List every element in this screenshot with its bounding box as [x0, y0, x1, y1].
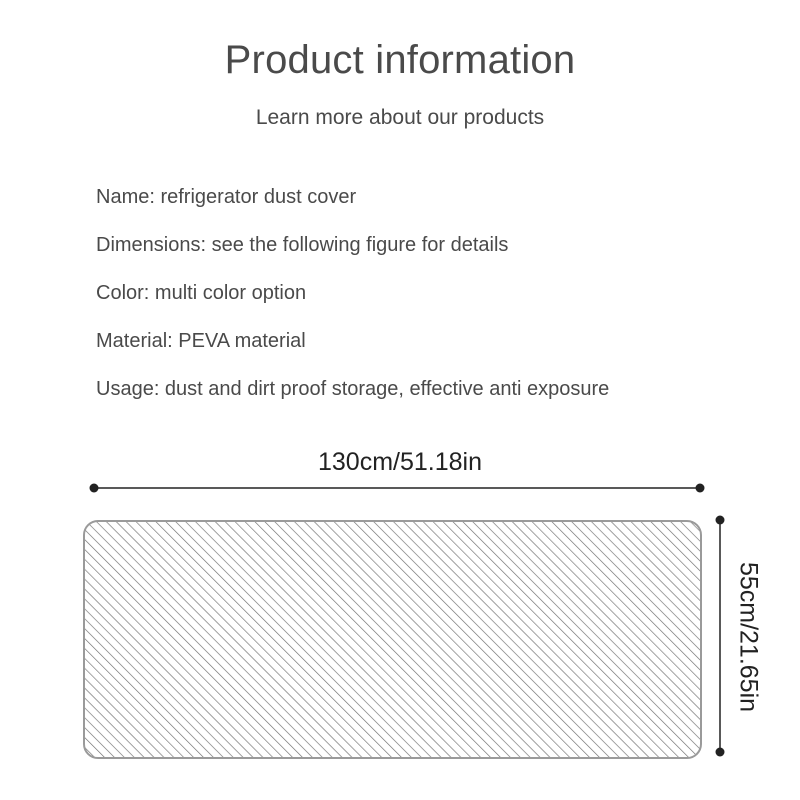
- width-dimension-label: 130cm/51.18in: [317, 448, 482, 476]
- spec-usage: Usage: dust and dirt proof storage, effective anti exposure: [96, 378, 610, 400]
- height-dimension-label: 55cm/21.65in: [734, 561, 763, 713]
- height-endpoint-bottom: [716, 748, 725, 757]
- spec-color: Color: multi color option: [96, 282, 307, 304]
- page-subtitle: Learn more about our products: [255, 106, 545, 129]
- height-endpoint-top: [716, 516, 725, 525]
- dust-cover-shape: [84, 521, 701, 758]
- spec-material: Material: PEVA material: [96, 330, 306, 352]
- width-endpoint-right: [696, 484, 705, 493]
- spec-dimensions: Dimensions: see the following figure for details: [96, 234, 509, 256]
- page-title: Product information: [224, 38, 576, 82]
- spec-name: Name: refrigerator dust cover: [96, 186, 357, 208]
- width-endpoint-left: [90, 484, 99, 493]
